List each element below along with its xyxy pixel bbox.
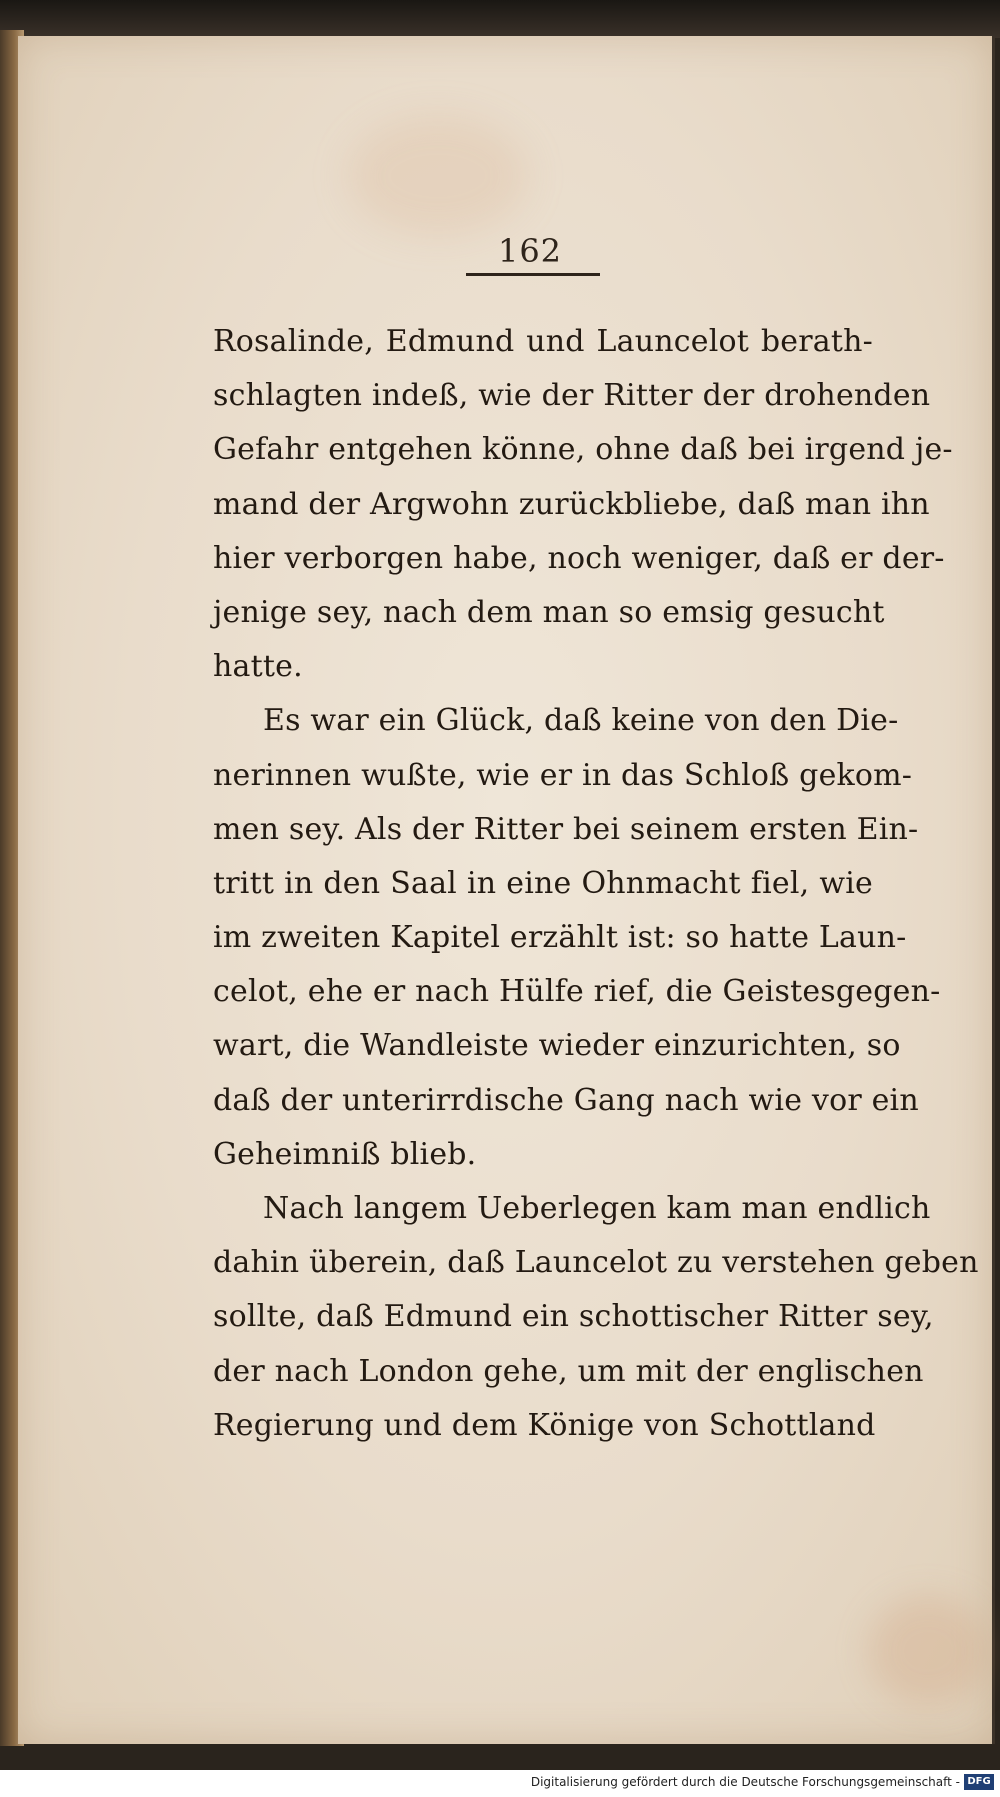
scan-top-edge — [0, 0, 1000, 38]
header-rule — [466, 273, 600, 276]
text-line: sollte, daß Edmund ein schottischer Ritter sey, — [213, 1299, 934, 1335]
text-line: tritt in den Saal in eine Ohnmacht fiel, wie — [213, 865, 873, 901]
body-text — [213, 315, 979, 1453]
text-line: Es war ein Glück, daß keine von den Die- — [263, 703, 899, 739]
text-line: jenige sey, nach dem man so emsig gesucht — [213, 594, 885, 630]
text-line: Nach langem Ueberlegen kam man endlich — [263, 1191, 931, 1226]
text-line: Gefahr entgehen könne, ohne daß bei irgend je- — [213, 432, 953, 468]
page-number: 162 — [497, 232, 563, 270]
text-line: celot, ehe er nach Hülfe rief, die Geistesgegen- — [213, 974, 941, 1010]
text-line: Geheimniß blieb. — [213, 1136, 477, 1172]
text-line: hatte. — [213, 649, 303, 685]
text-line: hier verborgen habe, noch weniger, daß er der- — [213, 540, 945, 576]
text-line: der nach London gehe, um mit der englischen — [213, 1353, 924, 1389]
digitization-footer — [0, 1770, 1000, 1797]
paper-stain — [348, 116, 528, 236]
text-line: men sey. Als der Ritter bei seinem ersten Ein- — [213, 811, 919, 847]
text-line: im zweiten Kapitel erzählt ist: so hatte Laun- — [213, 920, 907, 956]
text-line: wart, die Wandleiste wieder einzurichten, so — [213, 1028, 901, 1064]
text-line: mand der Argwohn zurückbliebe, daß man ihn — [213, 486, 930, 522]
text-line: nerinnen wußte, wie er in das Schloß gekom- — [213, 757, 913, 793]
text-line: Rosalinde, Edmund und Launcelot berath- — [213, 324, 873, 359]
dfg-logo: DFG — [964, 1774, 994, 1790]
text-line: Regierung und dem Könige von Schottland — [213, 1407, 876, 1443]
footer-credit: Digitalisierung gefördert durch die Deutsche Forschungsgemeinschaft - — [530, 1775, 960, 1789]
text-line: schlagten indeß, wie der Ritter der drohenden — [213, 378, 931, 414]
text-line: dahin überein, daß Launcelot zu verstehen geben — [213, 1245, 979, 1281]
paper-stain — [868, 1596, 988, 1706]
text-line: daß der unterirrdische Gang nach wie vor ein — [213, 1082, 919, 1118]
